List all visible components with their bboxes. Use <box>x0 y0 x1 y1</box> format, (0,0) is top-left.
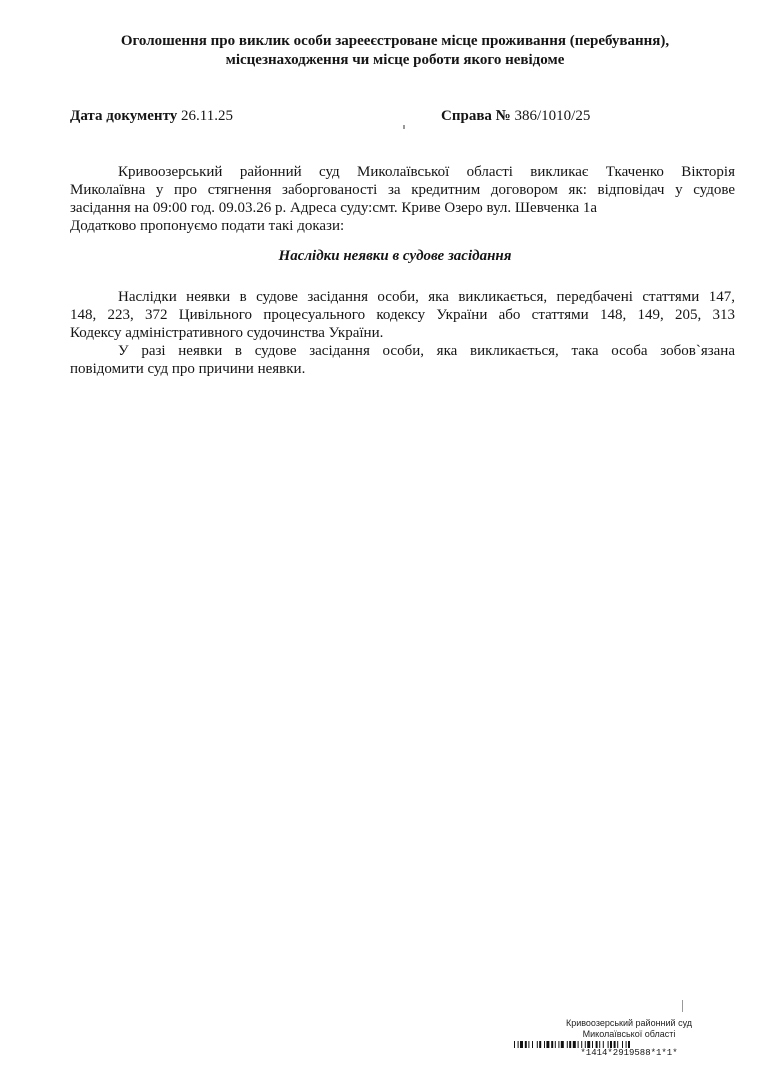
scan-speck <box>403 125 405 129</box>
document-date <box>70 107 233 125</box>
court-region: Миколаївської області <box>582 1029 676 1039</box>
summons-line: засідання на 09:00 год. 09.03.26 р. Адреса суду:смт. Криве Озеро вул. Шевченка 1а <box>70 200 598 216</box>
court-stamp <box>514 1018 744 1040</box>
consequences-line: 148, 223, 372 Цивільного процесуального кодексу України або статтями 148, 149, 205, 313 <box>70 307 735 323</box>
case-value: 386/1010/25 <box>514 108 591 124</box>
case-label: Справа № <box>441 108 511 124</box>
obligation-line: У разі неявки в судове засідання особи, яка викликається, така особа зобов`язана <box>118 343 735 359</box>
summons-paragraph <box>70 163 735 235</box>
summons-line: Миколаївна у про стягнення заборгованості за кредитним договором як: відповідач у судове <box>70 182 735 198</box>
consequences-line: Наслідки неявки в судове засідання особи, яка викликається, передбачені статтями 147, <box>118 289 735 305</box>
summons-line: Кривоозерський районний суд Миколаївської області викликає Ткаченко Вікторія <box>118 164 735 180</box>
title-line-2: місцезнаходження чи місце роботи якого невідоме <box>225 52 565 68</box>
document-title <box>60 32 730 70</box>
date-value: 26.11.25 <box>181 108 233 124</box>
title-line-1: Оголошення про виклик особи зарееєстроване місце проживання (перебування), <box>120 33 670 49</box>
barcode-number: *1414*2919588*1*1* <box>514 1048 744 1058</box>
scan-speck <box>682 1000 683 1012</box>
summons-line: Додатково пропонуємо подати такі докази: <box>70 218 345 234</box>
court-name: Кривоозерський районний суд <box>565 1018 693 1028</box>
case-number <box>441 107 590 125</box>
date-label: Дата документу <box>70 108 178 124</box>
consequences-line: Кодексу адміністративного судочинства України. <box>70 325 384 341</box>
section-heading: Наслідки неявки в судове засідання <box>278 248 512 264</box>
obligation-line: повідомити суд про причини неявки. <box>70 361 306 377</box>
consequences-paragraph <box>70 288 735 378</box>
